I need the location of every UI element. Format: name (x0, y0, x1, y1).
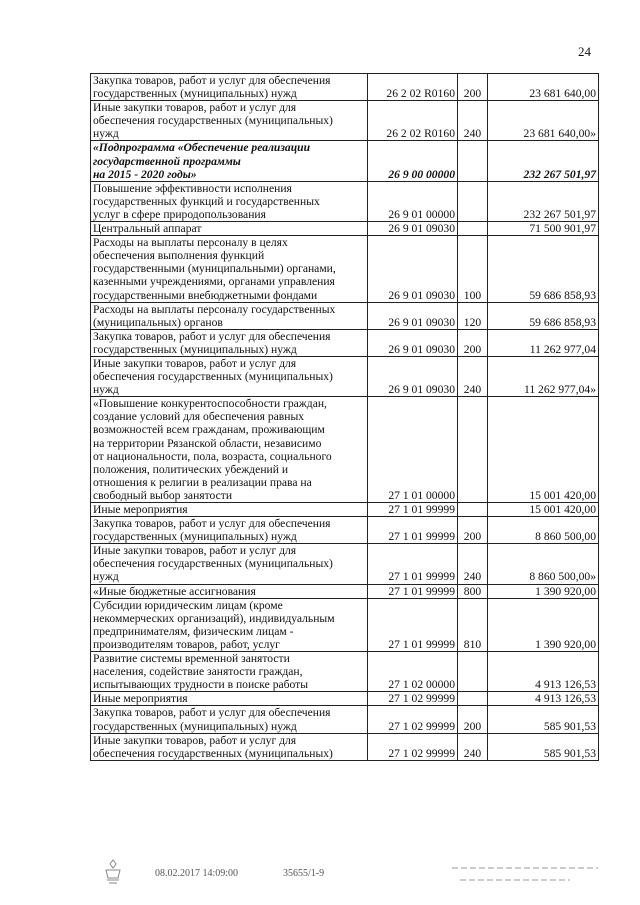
row-code-cell: 26 9 01 09030 (368, 356, 458, 396)
row-code-cell: 26 9 01 09030 (368, 222, 458, 236)
row-name-cell: Иные мероприятия (91, 692, 368, 706)
row-expense-type-cell (458, 692, 488, 706)
row-expense-type-cell: 240 (458, 356, 488, 396)
row-code-cell: 27 1 01 99999 (368, 584, 458, 598)
row-sum-cell: 11 262 977,04» (488, 356, 599, 396)
row-code-cell: 27 1 01 99999 (368, 544, 458, 584)
footer-datetime: 08.02.2017 14:09:00 (155, 868, 239, 879)
page-number: 24 (578, 44, 591, 59)
row-name-cell: Иные закупки товаров, работ и услуг для обеспечения государственных (муниципальных) нужд (91, 356, 368, 396)
row-expense-type-cell: 200 (458, 517, 488, 544)
row-sum-cell: 23 681 640,00 (488, 74, 599, 101)
table-row (91, 584, 599, 598)
row-expense-type-cell (458, 652, 488, 692)
row-sum-cell: 4 913 126,53 (488, 692, 599, 706)
table-row (91, 74, 599, 101)
row-expense-type-cell: 240 (458, 544, 488, 584)
row-code-cell: 26 9 01 09030 (368, 302, 458, 329)
row-name-cell: Закупка товаров, работ и услуг для обеспечения государственных (муниципальных) нужд (91, 74, 368, 101)
row-expense-type-cell: 200 (458, 329, 488, 356)
row-name-cell: Центральный аппарат (91, 222, 368, 236)
table-row (91, 181, 599, 221)
row-sum-cell: 59 686 858,93 (488, 236, 599, 302)
row-sum-cell: 585 901,53 (488, 733, 599, 760)
row-sum-cell: 15 001 420,00 (488, 397, 599, 503)
row-name-cell: Развитие системы временной занятости населения, содействие занятости граждан, испытывающих трудности в поиске работы (91, 652, 368, 692)
row-code-cell: 26 2 02 R0160 (368, 101, 458, 141)
row-expense-type-cell: 120 (458, 302, 488, 329)
row-sum-cell: 4 913 126,53 (488, 652, 599, 692)
row-name-cell: Повышение эффективности исполнения государственных функций и государственных услуг в сфере природопользования (91, 181, 368, 221)
table-row (91, 544, 599, 584)
row-expense-type-cell (458, 141, 488, 181)
row-expense-type-cell: 810 (458, 598, 488, 651)
watermark-logo (450, 860, 600, 886)
table-row (91, 329, 599, 356)
row-name-cell: Иные мероприятия (91, 503, 368, 517)
table-row (91, 101, 599, 141)
row-code-cell: 26 9 00 00000 (368, 141, 458, 181)
row-sum-cell: 59 686 858,93 (488, 302, 599, 329)
row-code-cell: 26 9 01 00000 (368, 181, 458, 221)
table-row (91, 503, 599, 517)
row-expense-type-cell (458, 222, 488, 236)
row-code-cell: 27 1 02 99999 (368, 692, 458, 706)
table-row (91, 356, 599, 396)
table-row (91, 733, 599, 760)
row-expense-type-cell: 100 (458, 236, 488, 302)
row-name-cell: Расходы на выплаты персоналу государственных (муниципальных) органов (91, 302, 368, 329)
table-row (91, 706, 599, 733)
table-row (91, 397, 599, 503)
row-code-cell: 26 9 01 09030 (368, 236, 458, 302)
row-sum-cell: 8 860 500,00 (488, 517, 599, 544)
row-name-cell: Закупка товаров, работ и услуг для обеспечения государственных (муниципальных) нужд (91, 706, 368, 733)
row-expense-type-cell (458, 503, 488, 517)
table-row (91, 652, 599, 692)
row-name-cell: «Подпрограмма «Обеспечение реализации государственной программы на 2015 - 2020 годы» (91, 141, 368, 181)
row-expense-type-cell: 240 (458, 733, 488, 760)
row-expense-type-cell (458, 181, 488, 221)
row-expense-type-cell: 800 (458, 584, 488, 598)
row-code-cell: 27 1 01 99999 (368, 503, 458, 517)
row-sum-cell: 11 262 977,04 (488, 329, 599, 356)
row-sum-cell: 15 001 420,00 (488, 503, 599, 517)
row-name-cell: Субсидии юридическим лицам (кроме некоммерческих организаций), индивидуальным предпринимателям, физическим лицам - производителям товаров, работ, услуг (91, 598, 368, 651)
table-row (91, 236, 599, 302)
budget-table (90, 73, 599, 761)
row-name-cell: «Повышение конкурентоспособности граждан, создание условий для обеспечения равных возможностей всем гражданам, проживающим на территории Рязанской области, независимо от национальности, пола, возраста, социального положения, политических убеждений и отношения к религии в реализации права на свободный выбор занятости (91, 397, 368, 503)
emblem-stamp (102, 858, 124, 886)
row-name-cell: Закупка товаров, работ и услуг для обеспечения государственных (муниципальных) нужд (91, 329, 368, 356)
row-sum-cell: 71 500 901,97 (488, 222, 599, 236)
row-code-cell: 27 1 02 99999 (368, 706, 458, 733)
row-sum-cell: 23 681 640,00» (488, 101, 599, 141)
row-sum-cell: 585 901,53 (488, 706, 599, 733)
row-expense-type-cell: 200 (458, 74, 488, 101)
row-expense-type-cell: 200 (458, 706, 488, 733)
table-row (91, 222, 599, 236)
row-sum-cell: 1 390 920,00 (488, 584, 599, 598)
row-sum-cell: 8 860 500,00» (488, 544, 599, 584)
row-name-cell: Иные закупки товаров, работ и услуг для обеспечения государственных (муниципальных) (91, 733, 368, 760)
table-row (91, 517, 599, 544)
row-name-cell: Иные закупки товаров, работ и услуг для обеспечения государственных (муниципальных) нужд (91, 544, 368, 584)
row-name-cell: «Иные бюджетные ассигнования (91, 584, 368, 598)
table-row (91, 302, 599, 329)
row-code-cell: 27 1 01 99999 (368, 598, 458, 651)
row-expense-type-cell (458, 397, 488, 503)
row-code-cell: 27 1 02 00000 (368, 652, 458, 692)
footer-doc-number: 35655/1-9 (283, 868, 325, 879)
row-code-cell: 26 9 01 09030 (368, 329, 458, 356)
table-row (91, 692, 599, 706)
row-sum-cell: 232 267 501,97 (488, 181, 599, 221)
row-expense-type-cell: 240 (458, 101, 488, 141)
row-sum-cell: 232 267 501,97 (488, 141, 599, 181)
row-code-cell: 27 1 01 99999 (368, 517, 458, 544)
row-name-cell: Расходы на выплаты персоналу в целях обеспечения выполнения функций государственными (муниципальными) органами, казенными учреждениями, органами управления государственными внебюджетными фондами (91, 236, 368, 302)
row-sum-cell: 1 390 920,00 (488, 598, 599, 651)
table-row (91, 598, 599, 651)
row-code-cell: 27 1 01 00000 (368, 397, 458, 503)
row-code-cell: 26 2 02 R0160 (368, 74, 458, 101)
row-name-cell: Иные закупки товаров, работ и услуг для обеспечения государственных (муниципальных) нужд (91, 101, 368, 141)
row-code-cell: 27 1 02 99999 (368, 733, 458, 760)
table-row (91, 141, 599, 181)
row-name-cell: Закупка товаров, работ и услуг для обеспечения государственных (муниципальных) нужд (91, 517, 368, 544)
budget-table-body (91, 74, 599, 761)
